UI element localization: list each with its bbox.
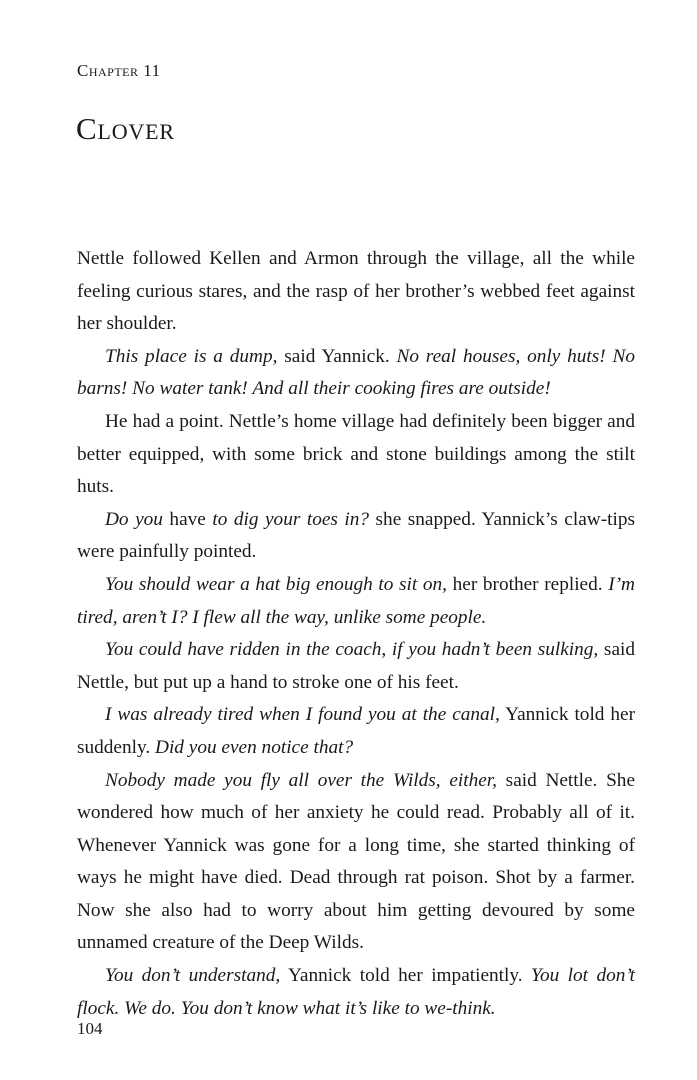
paragraph	[77, 504, 635, 569]
text-run: said Nettle. She wondered how much of her anxiety he could read. Probably all of it. Whenever Yannick was gone for a long time, she started thinking of ways he might have died. Dead through rat poison. Shot by a farmer. Now she also had to worry about him getting devoured by some unnamed creature of the Deep Wilds.	[77, 769, 636, 954]
text-run: have	[162, 508, 213, 530]
text-run: she snapped. Yannick’s claw-tips were painfully pointed.	[77, 508, 635, 563]
italic-text-run: I’m tired, aren’t I? I flew all the way, unlike some people.	[77, 573, 635, 628]
chapter-body	[77, 243, 635, 1025]
text-run: said Nettle, but put up a hand to stroke one of his feet.	[77, 639, 635, 693]
italic-text-run: to dig your toes in?	[212, 508, 370, 530]
italic-text-run: You should wear a hat big enough to sit on,	[105, 573, 447, 595]
text-run: her brother replied.	[447, 573, 609, 595]
chapter-title: Clover	[76, 111, 175, 146]
paragraph	[77, 634, 635, 699]
italic-text-run: This place is a dump,	[105, 345, 278, 367]
text-run: Nettle followed Kellen and Armon through the village, all the while feeling curious stares, and the rasp of her brother’s webbed feet against her shoulder.	[77, 248, 635, 335]
page-number: 104	[77, 1019, 103, 1038]
chapter-number: Chapter 11	[77, 61, 161, 80]
italic-text-run: You could have ridden in the coach, if you hadn’t been sulking,	[105, 639, 599, 661]
italic-text-run: Did you even notice that?	[155, 736, 354, 758]
text-run: said Yannick.	[277, 345, 397, 367]
paragraph	[77, 699, 635, 764]
italic-text-run: Do you	[105, 508, 163, 530]
paragraph	[77, 960, 635, 1025]
italic-text-run: No real houses, only huts! No barns! No water tank! And all their cooking fires are outside!	[77, 345, 636, 400]
paragraph	[77, 765, 635, 961]
italic-text-run: You don’t understand,	[105, 965, 281, 987]
italic-text-run: Nobody made you fly all over the Wilds, either,	[105, 769, 497, 791]
paragraph	[77, 243, 635, 341]
paragraph	[77, 341, 635, 406]
text-run: He had a point. Nettle’s home village had definitely been bigger and better equipped, with some brick and stone buildings among the stilt huts.	[77, 410, 635, 498]
paragraph	[77, 569, 635, 634]
text-run: Yannick told her suddenly.	[77, 704, 636, 758]
text-run: Yannick told her impatiently.	[280, 965, 532, 987]
italic-text-run: I was already tired when I found you at the canal,	[105, 704, 500, 726]
paragraph	[77, 406, 635, 504]
italic-text-run: You lot don’t flock. We do. You don’t know what it’s like to we-think.	[77, 965, 636, 1019]
